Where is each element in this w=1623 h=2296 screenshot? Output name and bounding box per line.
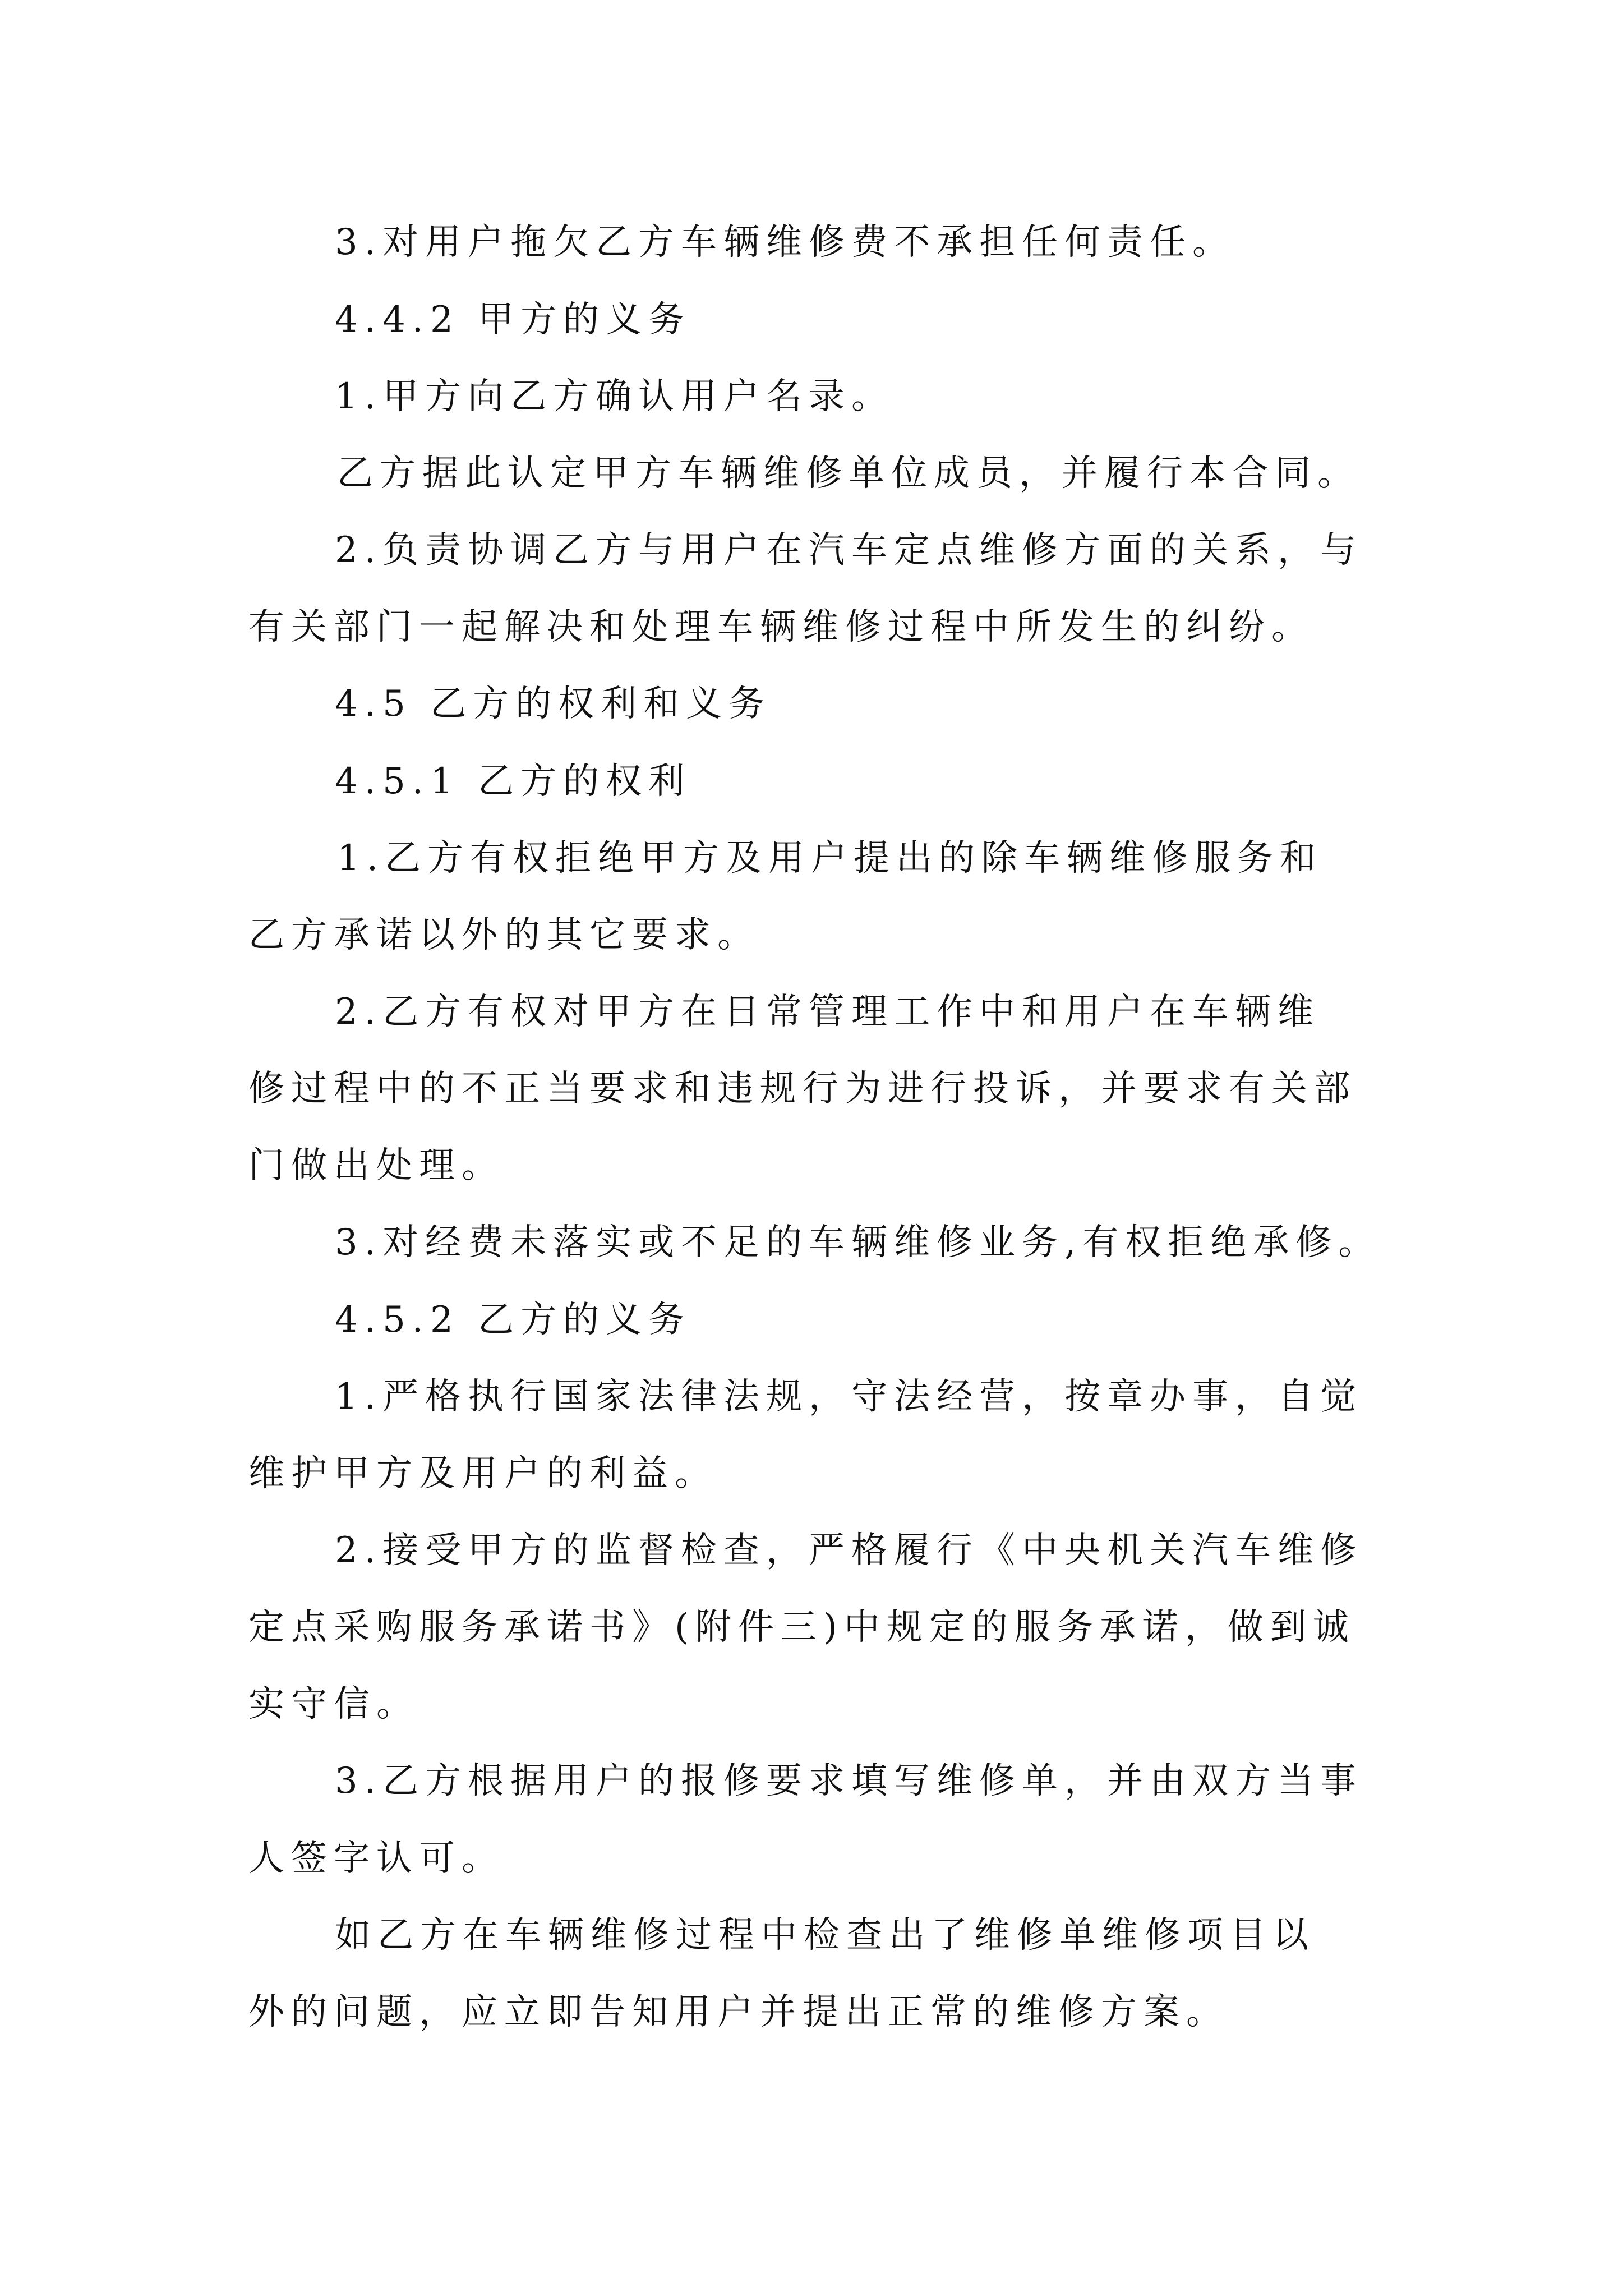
paragraph-line: 1.乙方有权拒绝甲方及用户提出的除车辆维修服务和 — [337, 838, 1323, 879]
section-heading: 4.5.1 乙方的权利 — [335, 761, 691, 802]
paragraph-line: 如乙方在车辆维修过程中检查出了维修单维修项目以 — [335, 1915, 1315, 1956]
section-heading: 4.4.2 甲方的义务 — [335, 299, 691, 341]
paragraph-line: 2.乙方有权对甲方在日常管理工作中和用户在车辆维 — [335, 991, 1321, 1033]
paragraph-line: 2.接受甲方的监督检查，严格履行《中央机关汽车维修 — [335, 1530, 1363, 1571]
paragraph-line: 定点采购服务承诺书》(附件三)中规定的服务承诺，做到诚 — [248, 1607, 1355, 1648]
paragraph-line: 乙方承诺以外的其它要求。 — [248, 914, 760, 956]
paragraph-line: 门做出处理。 — [248, 1145, 504, 1186]
section-heading: 4.5.2 乙方的义务 — [335, 1299, 691, 1341]
paragraph-line: 1.严格执行国家法律法规，守法经营，按章办事，自觉 — [335, 1376, 1363, 1418]
paragraph-line: 修过程中的不正当要求和违规行为进行投诉，并要求有关部 — [248, 1068, 1357, 1110]
paragraph-line: 1.甲方向乙方确认用户名录。 — [335, 376, 895, 417]
paragraph-line: 实守信。 — [248, 1683, 419, 1725]
paragraph-line: 乙方据此认定甲方车辆维修单位成员，并履行本合同。 — [337, 453, 1360, 494]
section-heading: 4.5 乙方的权利和义务 — [335, 683, 772, 725]
paragraph-line: 2.负责协调乙方与用户在汽车定点维修方面的关系，与 — [335, 530, 1363, 571]
paragraph-line: 有关部门一起解决和处理车辆维修过程中所发生的纠纷。 — [248, 606, 1314, 648]
paragraph-line: 3.对经费未落实或不足的车辆维修业务,有权拒绝承修。 — [335, 1222, 1381, 1263]
paragraph-line: 3.对用户拖欠乙方车辆维修费不承担任何责任。 — [335, 222, 1235, 263]
paragraph-line: 人签字认可。 — [248, 1838, 504, 1879]
paragraph-line: 维护甲方及用户的利益。 — [248, 1453, 717, 1494]
paragraph-line: 3.乙方根据用户的报修要求填写维修单，并由双方当事 — [335, 1760, 1363, 1802]
paragraph-line: 外的问题，应立即告知用户并提出正常的维修方案。 — [248, 1991, 1229, 2033]
